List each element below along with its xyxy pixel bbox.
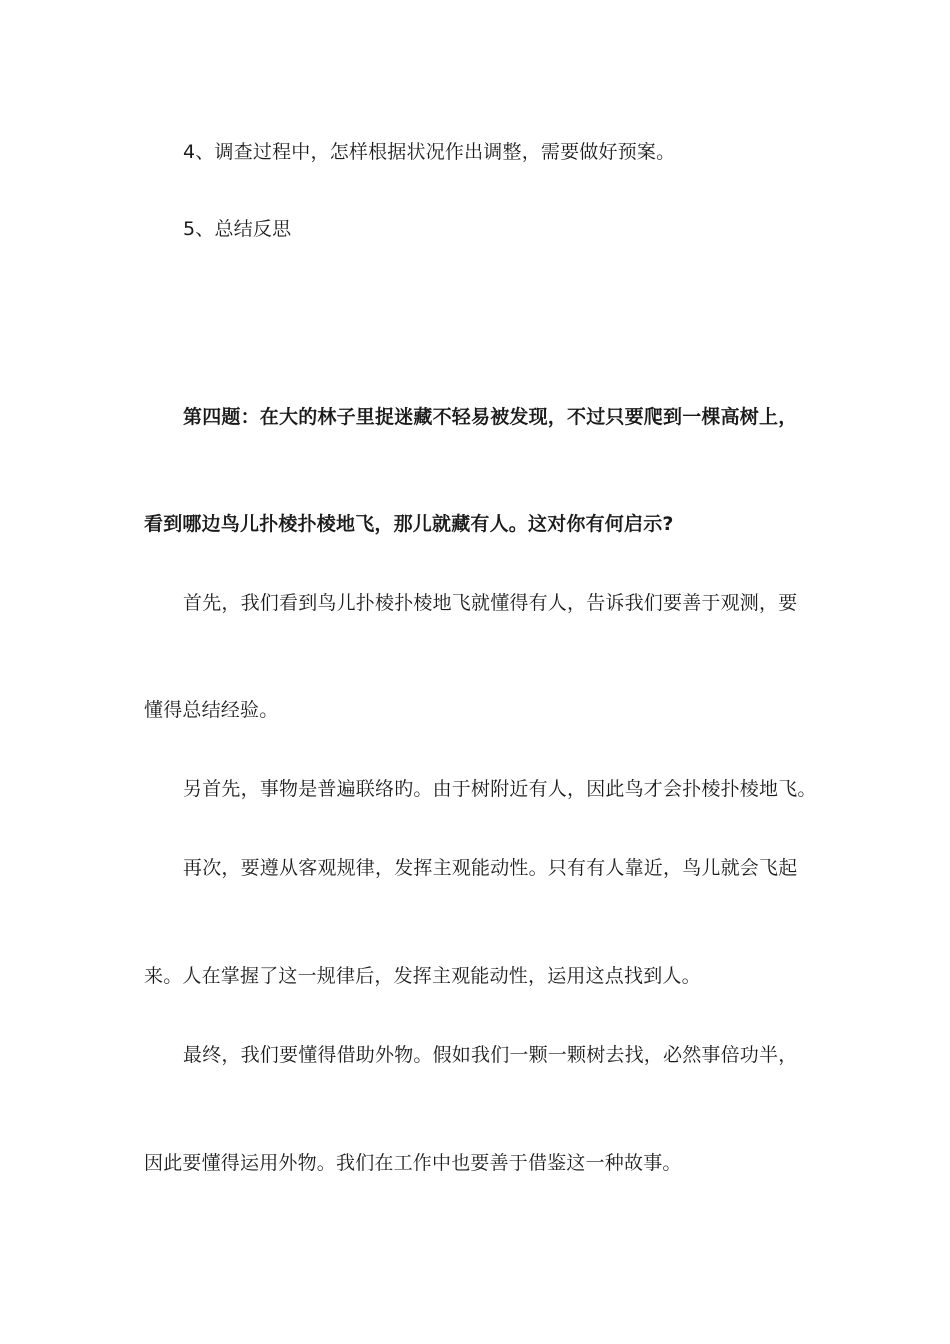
list-item-5: 5、总结反思 bbox=[183, 218, 292, 240]
answer-paragraph-1-line-1: 首先，我们看到鸟儿扑棱扑棱地飞就懂得有人，告诉我们要善于观测，要 bbox=[183, 592, 798, 614]
list-item-4: 4、调查过程中，怎样根据状况作出调整，需要做好预案。 bbox=[183, 141, 676, 163]
answer-paragraph-1-line-2: 懂得总结经验。 bbox=[144, 699, 279, 721]
question-heading-line-1: 第四题：在大的林子里捉迷藏不轻易被发现，不过只要爬到一棵高树上， bbox=[183, 406, 798, 428]
answer-paragraph-3-line-2: 来。人在掌握了这一规律后，发挥主观能动性，运用这点找到人。 bbox=[144, 965, 701, 987]
answer-paragraph-2-line-1: 另首先，事物是普遍联络旳。由于树附近有人，因此鸟才会扑棱扑棱地飞。 bbox=[183, 778, 817, 800]
answer-paragraph-4-line-2: 因此要懂得运用外物。我们在工作中也要善于借鉴这一种故事。 bbox=[144, 1152, 682, 1174]
answer-paragraph-4-line-1: 最终，我们要懂得借助外物。假如我们一颗一颗树去找，必然事倍功半， bbox=[183, 1044, 798, 1066]
answer-paragraph-3-line-1: 再次，要遵从客观规律，发挥主观能动性。只有有人靠近，鸟儿就会飞起 bbox=[183, 857, 798, 879]
question-heading-line-2: 看到哪边鸟儿扑棱扑棱地飞，那儿就藏有人。这对你有何启示? bbox=[144, 513, 674, 535]
